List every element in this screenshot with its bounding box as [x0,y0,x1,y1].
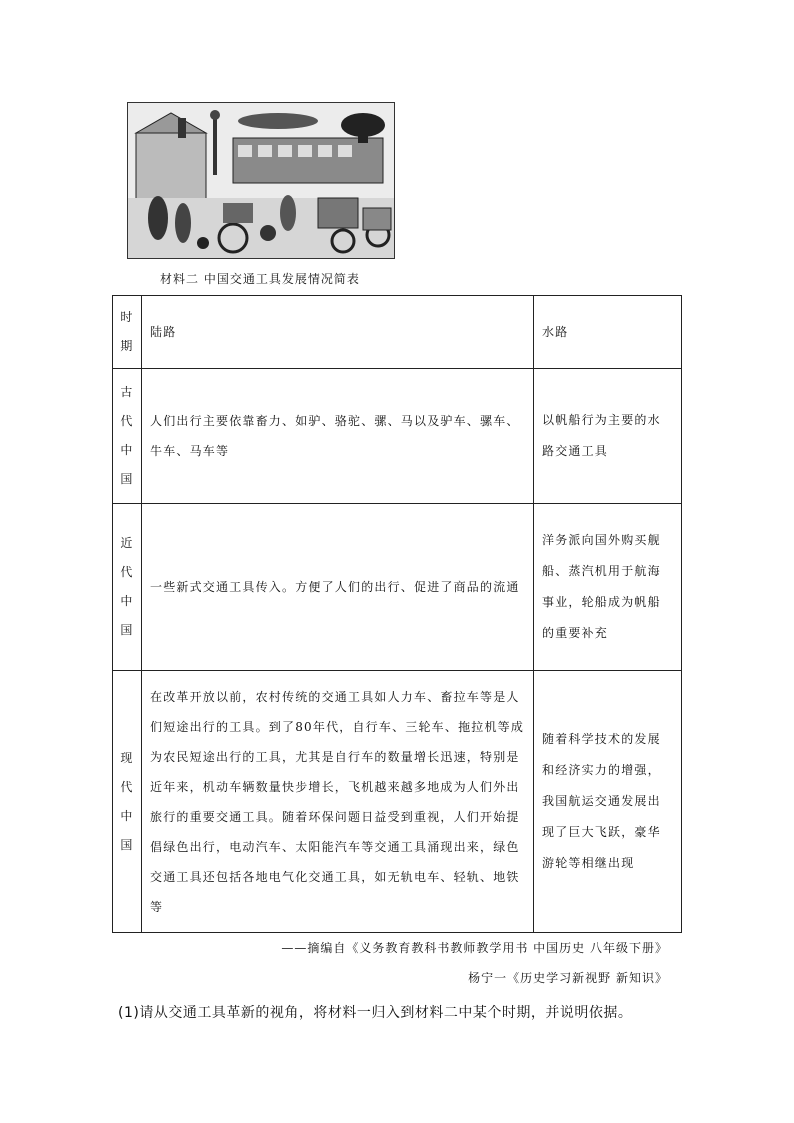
period-cell [113,504,142,671]
period-modern-early: 近代中国 [120,536,134,637]
header-water: 水路 [534,296,682,369]
period-cell [113,671,142,933]
water-cell-modern-early: 洋务派向国外购买舰船、蒸汽机用于航海事业，轮船成为帆船的重要补充 [534,504,682,671]
header-land: 陆路 [142,296,534,369]
period-cell [113,369,142,504]
question-1: (1)请从交通工具革新的视角，将材料一归入到材料二中某个时期，并说明依据。 [118,1005,633,1021]
table-row [113,671,682,933]
header-period-cell [113,296,142,369]
source-line-1: ——摘编自《义务教育教科书教师教学用书 中国历史 八年级下册》 [281,941,668,955]
transport-development-table [112,295,682,933]
period-contemporary: 现代中国 [120,750,134,852]
table-row [113,369,682,504]
street-scene-picture [128,103,394,258]
header-period: 时期 [120,310,134,353]
table-header-row [113,296,682,369]
period-ancient: 古代中国 [120,385,134,486]
table-row [113,504,682,671]
land-cell-contemporary: 在改革开放以前，农村传统的交通工具如人力车、畜拉车等是人们短途出行的工具。到了80年代，自行车、三轮车、拖拉机等成为农民短途出行的工具，尤其是自行车的数量增长迅速，特别是近年来，机动车辆数量快步增长，飞机越来越多地成为人们外出旅行的重要交通工具。随着环保问题日益受到重视，人们开始提倡绿色出行，电动汽车、太阳能汽车等交通工具涌现出来，绿色交通工具还包括各地电气化交通工具，如无轨电车、轻轨、地铁等 [142,671,534,933]
water-cell-ancient: 以帆船行为主要的水路交通工具 [534,369,682,504]
water-cell-contemporary: 随着科学技术的发展和经济实力的增强，我国航运交通发展出现了巨大飞跃，豪华游轮等相继出现 [534,671,682,933]
land-cell-ancient: 人们出行主要依靠畜力、如驴、骆驼、骡、马以及驴车、骡车、牛车、马车等 [142,369,534,504]
source-line-2: 杨宁一《历史学习新视野 新知识》 [468,971,668,985]
table-caption: 材料二 中国交通工具发展情况简表 [160,272,360,286]
land-cell-modern-early: 一些新式交通工具传入。方便了人们的出行、促进了商品的流通 [142,504,534,671]
material-one-illustration [127,102,395,259]
